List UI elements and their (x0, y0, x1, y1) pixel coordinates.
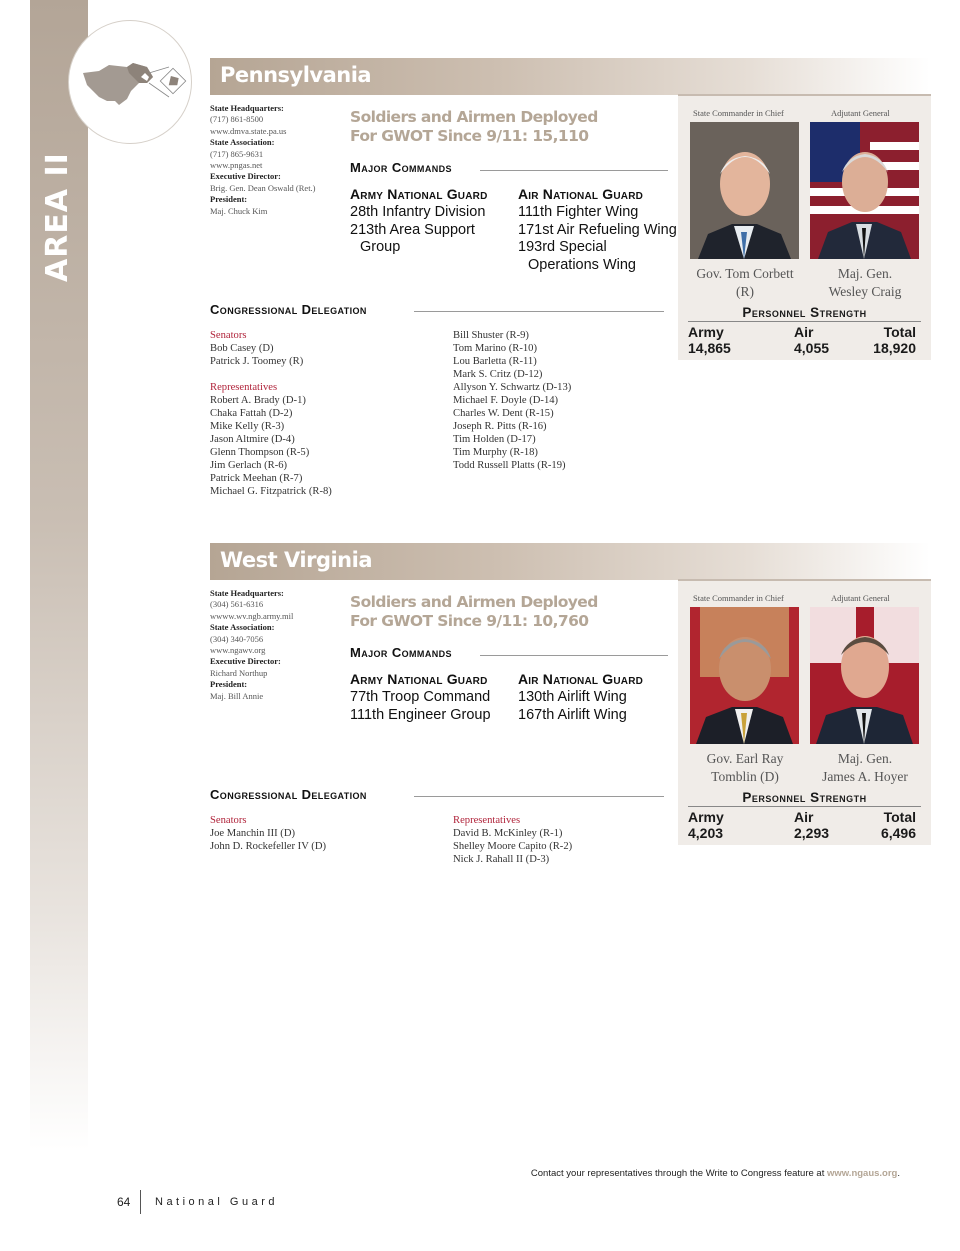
representative: Michael G. Fitzpatrick (R-8) (210, 486, 332, 497)
army-heading: Army National Guard (350, 671, 488, 687)
contact-label: State Headquarters: (210, 103, 284, 113)
adjutant-name (800, 265, 930, 300)
senator: John D. Rockefeller IV (D) (210, 841, 327, 852)
army-label: Army (688, 809, 724, 825)
name-line: Gov. Tom Corbett (696, 266, 794, 281)
commander-label: State Commander in Chief (693, 593, 784, 603)
heading-rule (480, 170, 668, 171)
contact-line: wwww.wv.ngb.army.mil (210, 610, 294, 621)
command-item: 111th Engineer Group (350, 706, 491, 723)
deployed-line: For GWOT Since 9/11: 15,110 (350, 127, 589, 145)
contact-line: www.pngas.net (210, 160, 263, 171)
contact-line: Maj. Bill Annie (210, 690, 264, 701)
army-value: 14,865 (688, 340, 731, 356)
representative: Jason Altmire (D-4) (210, 434, 295, 445)
representative: Tim Holden (D-17) (453, 434, 536, 445)
representative: Lou Barletta (R-11) (453, 356, 537, 367)
deployed-count (350, 108, 598, 146)
senator: Patrick J. Toomey (R) (210, 356, 304, 367)
delegation-col-1 (210, 814, 326, 853)
name-line: Wesley Craig (828, 283, 902, 299)
senators-label: Senators (210, 330, 247, 341)
air-commands (518, 671, 643, 724)
heading-rule (480, 655, 668, 656)
contact-label: Executive Director: (210, 656, 281, 667)
total-label: Total (883, 324, 916, 340)
adjutant-photo (810, 607, 919, 744)
representative: Mark S. Critz (D-12) (453, 369, 543, 380)
army-label: Army (688, 324, 724, 340)
total-value: 18,920 (873, 340, 916, 356)
contact-line: Richard Northup (210, 667, 268, 678)
page-number: 64 (117, 1195, 131, 1209)
representative: Michael F. Doyle (D-14) (453, 395, 559, 406)
contact-label: Executive Director: (210, 171, 281, 182)
adjutant-label: Adjutant General (831, 108, 890, 118)
command-item: 213th Area Support (350, 221, 475, 238)
heading-rule (414, 796, 664, 797)
contact-line: www.ngawv.org (210, 645, 266, 656)
delegation-heading: Congressional Delegation (210, 787, 367, 802)
command-item: 171st Air Refueling Wing (518, 221, 677, 238)
army-commands (350, 186, 488, 257)
state-banner (210, 543, 930, 580)
command-item: Operations Wing (528, 256, 636, 273)
representative: Shelley Moore Capito (R-2) (453, 841, 573, 852)
commander-photo (690, 607, 799, 744)
area-label: AREA II (40, 152, 75, 282)
representative: David B. McKinley (R-1) (453, 828, 563, 839)
contact-label: State Association: (210, 622, 275, 633)
contact-label: State Association: (210, 137, 275, 148)
footer-note-text: Contact your representatives through the Write to Congress feature at (530, 1168, 827, 1179)
contact-line: www.dmva.state.pa.us (210, 125, 287, 136)
commander-label: State Commander in Chief (693, 108, 784, 118)
air-label: Air (794, 809, 814, 825)
representative: Bill Shuster (R-9) (453, 330, 529, 341)
delegation-col-1 (210, 329, 332, 498)
army-value: 4,203 (688, 825, 724, 841)
representative: Mike Kelly (R-3) (210, 421, 285, 432)
name-line: James A. Hoyer (822, 768, 908, 784)
publication-name: National Guard (155, 1196, 278, 1208)
representative: Tom Marino (R-10) (453, 343, 537, 354)
deployed-count (350, 593, 598, 631)
command-item: Group (360, 239, 401, 256)
army-heading: Army National Guard (350, 186, 488, 202)
representative: Nick J. Rahall II (D-3) (453, 854, 550, 865)
deployed-line: For GWOT Since 9/11: 10,760 (350, 612, 589, 630)
command-item: 111th Fighter Wing (518, 204, 639, 221)
representative: Robert A. Brady (D-1) (210, 395, 306, 406)
air-heading: Air National Guard (518, 186, 644, 202)
contact-info (210, 588, 345, 702)
contact-info (210, 103, 345, 217)
army-commands (350, 671, 491, 724)
representative: Todd Russell Platts (R-19) (453, 460, 566, 471)
senator: Joe Manchin III (D) (210, 828, 296, 839)
air-value: 4,055 (794, 340, 830, 356)
delegation-col-2 (453, 329, 571, 472)
personnel-heading: Personnel Strength (688, 305, 921, 322)
name-line: Tomblin (D) (711, 768, 779, 784)
air-value: 2,293 (794, 825, 830, 841)
command-item: 167th Airlift Wing (518, 706, 627, 723)
representatives-label: Representatives (453, 815, 521, 826)
representative: Charles W. Dent (R-15) (453, 408, 554, 419)
deployed-line: Soldiers and Airmen Deployed (350, 593, 598, 611)
representative: Allyson Y. Schwartz (D-13) (453, 382, 572, 393)
name-line: Gov. Earl Ray (706, 751, 784, 766)
commander-name (680, 750, 810, 785)
state-banner (210, 58, 930, 95)
region-map (68, 20, 192, 144)
contact-label: President: (210, 194, 248, 205)
contact-line: (717) 861-8500 (210, 114, 264, 125)
adjutant-label: Adjutant General (831, 593, 890, 603)
representative: Glenn Thompson (R-5) (210, 447, 310, 458)
representative: Jim Gerlach (R-6) (210, 460, 288, 471)
total-value: 6,496 (880, 825, 916, 841)
delegation-heading: Congressional Delegation (210, 302, 367, 317)
adjutant-name (800, 750, 930, 785)
name-line: (R) (736, 283, 754, 299)
major-commands-heading: Major Commands (350, 160, 452, 175)
contact-line: (717) 865-9631 (210, 148, 264, 159)
major-commands-heading: Major Commands (350, 645, 452, 660)
region-map-graphic (69, 21, 192, 144)
footer-divider (140, 1190, 141, 1214)
heading-rule (414, 311, 664, 312)
air-heading: Air National Guard (518, 671, 644, 687)
footer-note (531, 1168, 900, 1179)
senator: Bob Casey (D) (210, 343, 274, 354)
contact-line: (304) 340-7056 (210, 633, 264, 644)
senators-label: Senators (210, 815, 247, 826)
representative: Chaka Fattah (D-2) (210, 408, 293, 419)
contact-line: Brig. Gen. Dean Oswald (Ret.) (210, 182, 316, 193)
personnel-heading: Personnel Strength (688, 790, 921, 807)
name-line: Maj. Gen. (837, 751, 893, 766)
contact-line: (304) 561-6316 (210, 599, 264, 610)
command-item: 130th Airlift Wing (518, 689, 627, 706)
deployed-line: Soldiers and Airmen Deployed (350, 108, 598, 126)
website-link[interactable]: www.ngaus.org (826, 1168, 898, 1179)
state-name: West Virginia (220, 548, 372, 572)
contact-label: President: (210, 679, 248, 690)
adjutant-photo (810, 122, 919, 259)
command-item: 193rd Special (518, 239, 607, 256)
commander-name (680, 265, 810, 300)
commander-photo (690, 122, 799, 259)
air-label: Air (794, 324, 814, 340)
delegation-col-2 (453, 814, 572, 866)
representatives-label: Representatives (210, 382, 278, 393)
footer-note-end: . (897, 1168, 900, 1179)
command-item: 28th Infantry Division (350, 204, 486, 221)
state-name: Pennsylvania (220, 63, 372, 87)
representative: Joseph R. Pitts (R-16) (453, 421, 547, 432)
contact-line: Maj. Chuck Kim (210, 205, 268, 216)
name-line: Maj. Gen. (837, 266, 893, 281)
air-commands (518, 186, 677, 274)
command-item: 77th Troop Command (350, 689, 491, 706)
representative: Tim Murphy (R-18) (453, 447, 538, 458)
total-label: Total (883, 809, 916, 825)
contact-label: State Headquarters: (210, 588, 284, 598)
representative: Patrick Meehan (R-7) (210, 473, 303, 484)
